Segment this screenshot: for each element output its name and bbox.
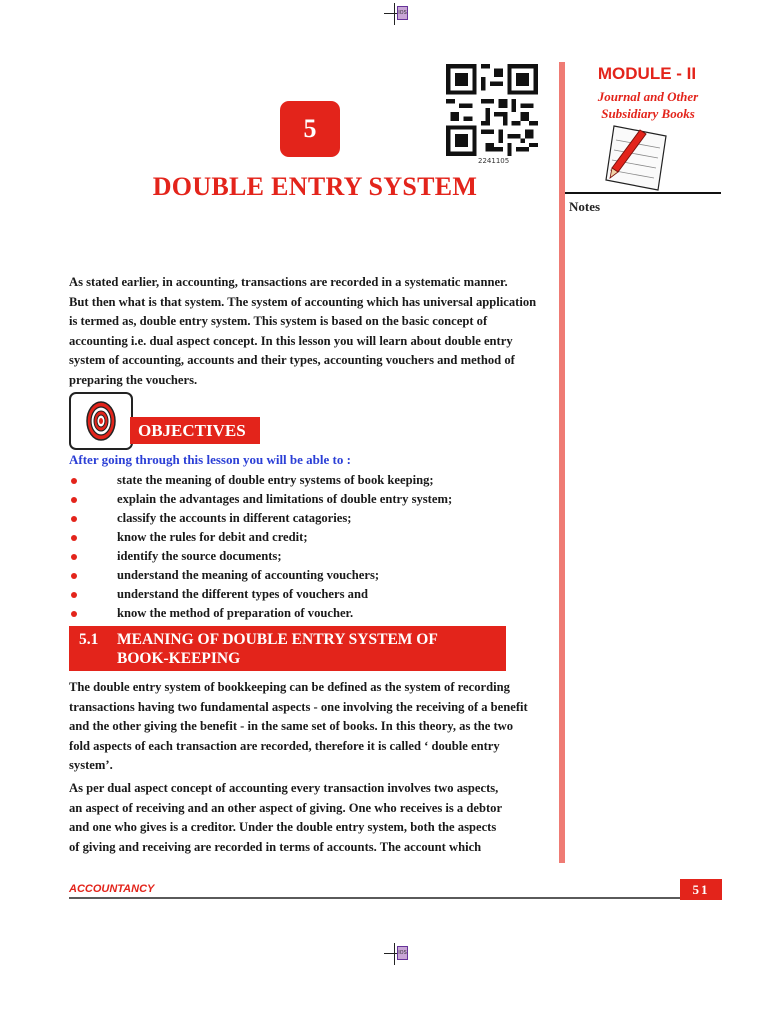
target-icon-frame <box>69 392 133 450</box>
objectives-heading: OBJECTIVES <box>130 417 260 444</box>
intro-paragraph: As stated earlier, in accounting, transactions are recorded in a systematic manner. But then what is that system. The system of accounting which has universal application is termed as, double entry system. This system is based on the basic concept of accounting i.e. dual aspect concept. In this lesson you will learn about double entry system of accounting, accounts and their types, accounting vouchers and method of preparing the vouchers. <box>69 275 537 387</box>
qr-code-icon <box>443 64 541 156</box>
footer-rule <box>69 897 721 899</box>
section-number: 5.1 <box>79 631 99 648</box>
bullet-icon <box>71 497 77 503</box>
footer-subject: ACCOUNTANCY <box>69 883 155 895</box>
chapter-title: DOUBLE ENTRY SYSTEM <box>152 172 478 201</box>
objectives-list <box>69 471 549 623</box>
body-paragraph-1: The double entry system of bookkeeping can be defined as the system of recording transactions having two fundamental aspects - one involving the receiving of a benefit and the other giving the benefit - in the same set of books. In this theory, as the two fold aspects of each transaction are recorded, therefore it is called ‘ double entry system’. <box>69 680 528 773</box>
bullet-icon <box>71 554 77 560</box>
margin-rule <box>559 62 565 863</box>
crop-mark-top <box>384 3 406 25</box>
bullet-icon <box>71 592 77 598</box>
module-label: MODULE - II <box>597 64 697 83</box>
section-title: MEANING OF DOUBLE ENTRY SYSTEM OF BOOK-KEEPING <box>117 631 438 667</box>
bullet-icon <box>71 611 77 617</box>
target-icon <box>71 394 131 448</box>
list-item: classify the accounts in different catagories; <box>69 509 549 528</box>
nios-logo-icon: IOS <box>397 946 408 960</box>
list-item: state the meaning of double entry systems of book keeping; <box>69 471 549 490</box>
section-heading <box>69 626 506 671</box>
objectives-lead: After going through this lesson you will be able to : <box>69 452 351 467</box>
notes-label: Notes <box>569 199 601 214</box>
list-item: know the rules for debit and credit; <box>69 528 549 547</box>
list-item: understand the meaning of accounting vouchers; <box>69 566 549 585</box>
bullet-icon <box>71 535 77 541</box>
crop-mark-bottom <box>384 943 406 965</box>
list-item: know the method of preparation of voucher. <box>69 604 549 623</box>
list-item: understand the different types of vouchers and <box>69 585 549 604</box>
chapter-number: 5 <box>280 101 340 157</box>
qr-code-id: 2241105 <box>478 157 510 165</box>
body-paragraph-2: As per dual aspect concept of accounting every transaction involves two aspects, an aspect of receiving and an other aspect of giving. One who receives is a debtor and one who gives is a creditor. Under the double entry system, both the aspects of giving and receiving are recorded in terms of accounts. The account which <box>69 781 503 854</box>
nios-logo-icon: IOS <box>397 6 408 20</box>
bullet-icon <box>71 516 77 522</box>
notes-divider <box>565 192 721 194</box>
bullet-icon <box>71 478 77 484</box>
list-item: identify the source documents; <box>69 547 549 566</box>
module-subtitle: Journal and Other Subsidiary Books <box>597 89 699 121</box>
notes-paper-pencil-icon <box>600 120 676 192</box>
bullet-icon <box>71 573 77 579</box>
list-item: explain the advantages and limitations of double entry system; <box>69 490 549 509</box>
page-number: 51 <box>680 879 722 900</box>
